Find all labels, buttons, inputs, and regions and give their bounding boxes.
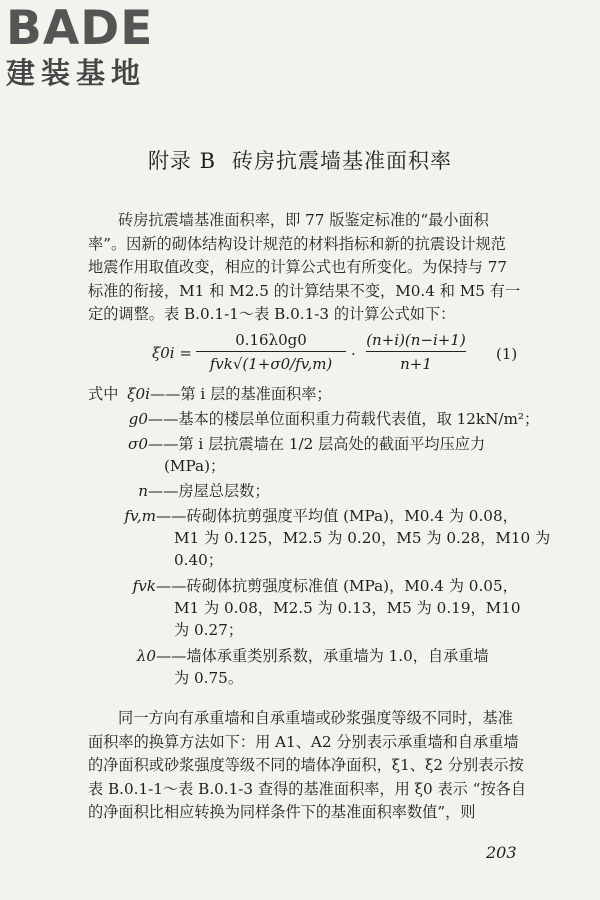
brand-logo (6, 1, 176, 90)
definitions-list (88, 383, 558, 689)
definition-symbol: σ0 (127, 435, 148, 453)
definition-symbol: g0 (128, 410, 148, 428)
formula-fraction-1 (196, 331, 346, 373)
definition-text: ——第 i 层的基准面积率； (150, 385, 332, 403)
fraction-bar (196, 351, 346, 352)
definition-text: ——砖砌体抗剪强度标准值 (MPa)，M0.4 为 0.05， (156, 577, 518, 595)
formula-numerator-1: 0.16λ0g0 (235, 331, 307, 349)
text-line: 率”。因新的砌体结构设计规范的材料指标和新的抗震设计规范 (88, 234, 506, 253)
definition-symbol: n (138, 482, 148, 500)
definition-text: M1 为 0.125，M2.5 为 0.20，M5 为 0.28，M10 为 (174, 529, 551, 547)
definition-text: ——墙体承重类别系数，承重墙为 1.0，自承重墙 (156, 647, 489, 665)
formula-lhs: ξ0i = (152, 344, 192, 362)
logo-wordmark: BADE (6, 1, 154, 56)
definition-text: ——第 i 层抗震墙在 1/2 层高处的截面平均压应力 (148, 435, 486, 453)
formula-denominator-2: n+1 (400, 355, 432, 373)
appendix-name: 砖房抗震墙基准面积率 (232, 149, 453, 173)
definition-item (88, 505, 558, 571)
definition-text: 0.40； (174, 551, 224, 569)
definition-item (88, 480, 558, 502)
definition-item (88, 408, 558, 430)
text-line: 同一方向有承重墙和自承重墙或砂浆强度等级不同时，基准 (118, 709, 513, 727)
appendix-title (0, 145, 600, 175)
definition-symbol: fvk (132, 577, 156, 595)
text-line: 地震作用取值改变，相应的计算公式也有所变化。为保持与 77 (88, 258, 508, 276)
formula-denominator-1: fvk√(1+σ0/fv,m) (209, 355, 333, 373)
definition-text: (MPa)； (164, 457, 226, 475)
intro-paragraph (88, 209, 528, 327)
text-line: 表 B.0.1-1～表 B.0.1-3 查得的基准面积率，用 ξ0 表示 “按各自 (88, 779, 527, 798)
appendix-label: 附录 B (147, 149, 217, 173)
definition-text: 为 0.27； (174, 621, 244, 639)
definition-text: 为 0.75。 (174, 669, 244, 687)
formula-numerator-2: (n+i)(n−i+1) (366, 331, 466, 349)
text-line: 的净面积比相应转换为同样条件下的基准面积率数值”，则 (88, 803, 476, 821)
definition-symbol: ξ0i (127, 385, 150, 403)
equation-number: (1) (496, 345, 518, 363)
formula-fraction-2 (366, 331, 466, 373)
definition-item (88, 575, 558, 641)
text-line: 面积率的换算方法如下：用 A1、A2 分别表示承重墙和自承重墙 (88, 732, 519, 751)
text-line: 标准的衔接，M1 和 M2.5 的计算结果不变，M0.4 和 M5 有一 (88, 281, 521, 300)
text-line: 的净面积或砂浆强度等级不同的墙体净面积，ξ1、ξ2 分别表示按 (88, 756, 524, 774)
text-line: 定的调整。表 B.0.1-1～表 B.0.1-3 的计算公式如下： (88, 305, 456, 323)
definition-item (88, 433, 558, 477)
logo-subtitle: 建装基地 (6, 56, 147, 90)
definition-symbol: fv,m (124, 507, 156, 525)
formula-block (0, 327, 600, 377)
page-number: 203 (486, 843, 517, 862)
definition-text: ——房屋总层数； (148, 482, 270, 500)
formula-dot: · (351, 345, 356, 363)
definition-item (88, 645, 558, 689)
definition-symbol: λ0 (136, 647, 156, 665)
text-line: 砖房抗震墙基准面积率，即 77 版鉴定标准的“最小面积 (118, 211, 489, 229)
fraction-bar (366, 351, 466, 352)
where-label: 式中 (88, 385, 119, 403)
definition-text: M1 为 0.08，M2.5 为 0.13，M5 为 0.19，M10 (174, 599, 521, 617)
definition-text: ——砖砌体抗剪强度平均值 (MPa)，M0.4 为 0.08， (156, 507, 518, 525)
closing-paragraph (88, 707, 528, 825)
definition-text: ——基本的楼层单位面积重力荷载代表值，取 12kN/m²； (148, 410, 540, 428)
definition-item (88, 383, 558, 405)
